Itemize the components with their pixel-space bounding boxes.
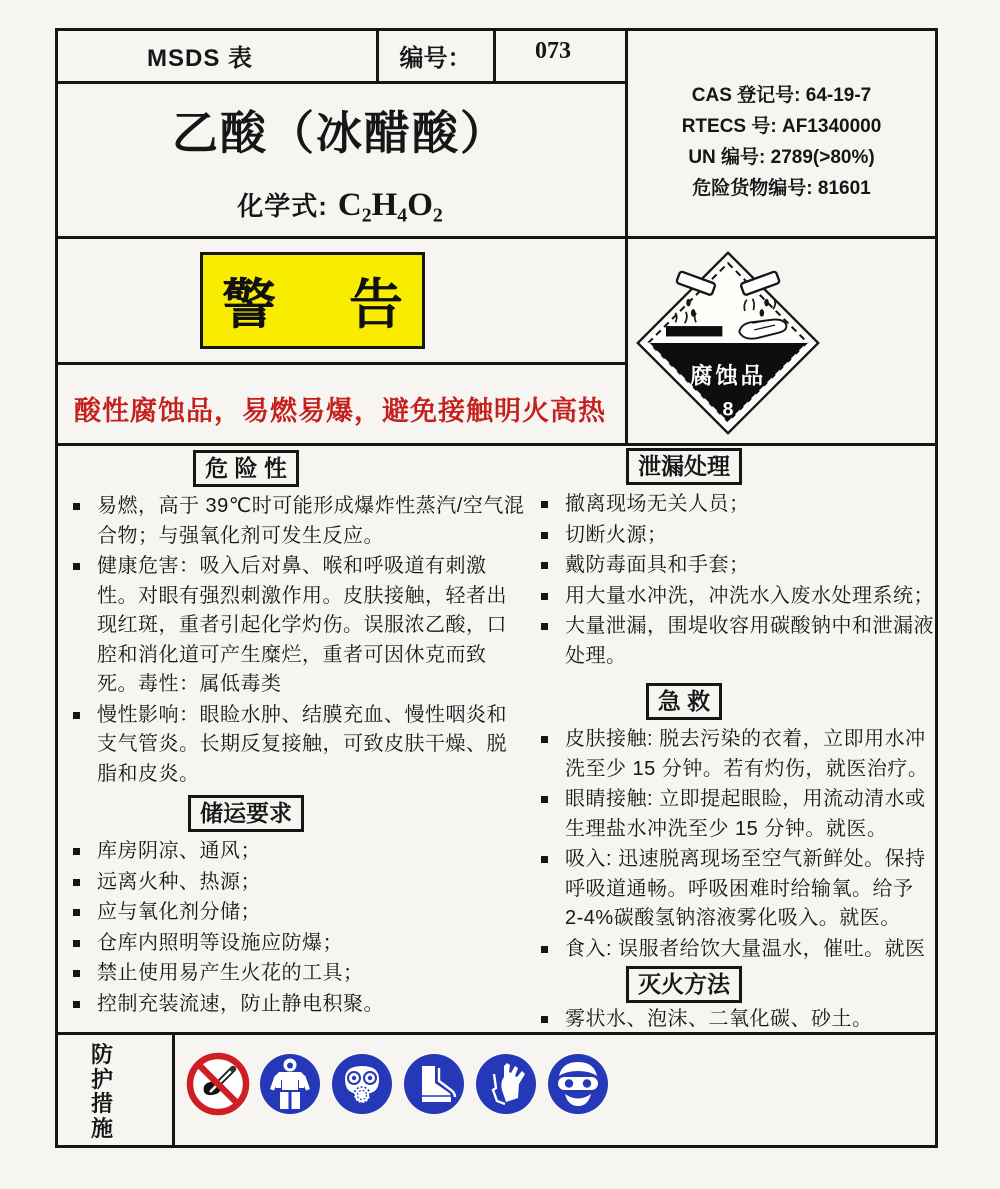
warning-banner-text: 警 告: [221, 275, 403, 335]
list-item: [539, 521, 935, 551]
bullet-icon: [541, 593, 548, 600]
spill-list: [533, 490, 935, 671]
title-row-divider: [55, 236, 938, 239]
list-item: [71, 959, 527, 989]
bullet-icon: [73, 940, 80, 947]
list-item: [71, 990, 527, 1020]
list-item: [71, 552, 527, 700]
section-heading-first-aid: 急 救: [646, 683, 722, 720]
fire-list: [533, 1005, 935, 1035]
gas-mask-icon: [330, 1052, 394, 1116]
chemical-formula-row: [55, 186, 625, 224]
protection-label: 防护措施: [90, 1042, 113, 1141]
registry-line: RTECS 号: AF1340000: [681, 116, 882, 137]
safety-goggles-icon: [546, 1052, 610, 1116]
table-border-top: [55, 28, 938, 31]
bullet-icon: [541, 562, 548, 569]
list-item: [539, 725, 935, 784]
protection-icons-row: [186, 1052, 610, 1116]
list-item: [71, 701, 527, 790]
list-item: [539, 582, 935, 612]
warning-row-divider: [55, 362, 628, 365]
list-item-text: 禁止使用易产生火花的工具；: [97, 962, 364, 984]
bullet-icon: [541, 796, 548, 803]
bullet-icon: [73, 712, 80, 719]
list-item-text: 大量泄漏，围堤收容用碳酸钠中和泄漏液处理。: [565, 615, 934, 667]
list-item: [539, 490, 935, 520]
list-item: [539, 612, 935, 671]
bullet-icon: [73, 563, 80, 570]
header-row-divider: [55, 81, 628, 84]
list-item-text: 远离火种、热源；: [97, 870, 261, 893]
protective-suit-icon: [258, 1052, 322, 1116]
bullet-icon: [73, 848, 80, 855]
no-open-flame-icon: [186, 1052, 250, 1116]
list-item: [539, 935, 935, 965]
protection-label-divider: [172, 1032, 175, 1148]
bullet-icon: [73, 1001, 80, 1008]
list-item-text: 控制充装流速，防止静电积聚。: [97, 992, 384, 1015]
diamond-class-number: 8: [722, 398, 734, 421]
list-item-text: 食入: 误服者给饮大量温水，催吐。就医: [565, 937, 926, 960]
bullet-icon: [541, 623, 548, 630]
bullet-icon: [541, 736, 548, 743]
list-item-text: 皮肤接触: 脱去污染的衣着，立即用水冲洗至少 15 分钟。若有灼伤，就医治疗。: [565, 728, 929, 780]
list-item: [71, 837, 527, 867]
hazard-statement: 酸性腐蚀品，易燃易爆，避免接触明火高热: [74, 396, 606, 426]
protective-boots-icon: [402, 1052, 466, 1116]
bullet-icon: [541, 856, 548, 863]
form-title: MSDS 表: [146, 45, 253, 72]
section-heading-fire: 灭火方法: [626, 966, 742, 1003]
list-item: [539, 845, 935, 934]
formula-label: 化学式:: [237, 191, 328, 221]
list-item-text: 应与氧化剂分储；: [97, 901, 261, 923]
bullet-icon: [73, 503, 80, 510]
first-aid-list: [533, 725, 935, 964]
list-item: [71, 929, 527, 959]
section-heading-spill: 泄漏处理: [626, 448, 742, 485]
list-item: [539, 1005, 935, 1035]
list-item: [539, 551, 935, 581]
list-item-text: 戴防毒面具和手套；: [565, 554, 750, 576]
registry-line: UN 编号: 2789(>80%): [688, 147, 875, 168]
protective-gloves-icon: [474, 1052, 538, 1116]
list-item-text: 易燃，高于 39℃时可能形成爆炸性蒸汽/空气混合物；与强氧化剂可发生反应。: [97, 495, 525, 547]
bullet-icon: [541, 532, 548, 539]
list-item-text: 吸入: 迅速脱离现场至空气新鲜处。保持呼吸道通畅。呼吸困难时给输氧。给予 2-4%碳酸氢钠溶液雾化吸入。就医。: [565, 848, 926, 929]
content-top-divider: [55, 443, 938, 446]
right-column: [533, 448, 935, 1036]
bullet-icon: [541, 501, 548, 508]
warning-banner: [200, 252, 425, 349]
bullet-icon: [541, 1016, 548, 1023]
list-item-text: 切断火源；: [565, 523, 668, 546]
list-item: [539, 785, 935, 844]
list-item-text: 仓库内照明等设施应防爆；: [97, 931, 343, 954]
list-item-text: 撤离现场无关人员；: [565, 493, 750, 515]
number-label: 编号：: [399, 45, 472, 72]
bullet-icon: [541, 946, 548, 953]
section-heading-hazards: 危 险 性: [193, 450, 299, 487]
table-border-right: [935, 28, 938, 1148]
hazards-list: [65, 492, 527, 789]
list-item: [71, 868, 527, 898]
registry-line: 危险货物编号: 81601: [692, 178, 871, 199]
chemical-name: 乙酸（冰醋酸）: [172, 107, 508, 159]
list-item-text: 用大量水冲洗，冲洗水入废水处理系统；: [565, 584, 934, 607]
list-item-text: 健康危害：吸入后对鼻、喉和呼吸道有刺激性。对眼有强烈刺激作用。皮肤接触，轻者出现红斑，重者引起化学灼伤。误服浓乙酸，口腔和消化道可产生糜烂，重者可因休克而致死。毒性：属低毒类: [97, 555, 507, 695]
formula-value: C₂H₄O₂: [337, 187, 443, 223]
registry-numbers: [628, 80, 935, 204]
storage-list: [65, 837, 527, 1019]
list-item: [71, 898, 527, 928]
list-item-text: 慢性影响：眼睑水肿、结膜充血、慢性咽炎和支气管炎。长期反复接触，可致皮肤干燥、脱脂和皮炎。: [97, 703, 507, 785]
left-column: [65, 450, 527, 1020]
registry-line: CAS 登记号: 64-19-7: [691, 85, 872, 106]
number-value: 073: [535, 38, 571, 64]
list-item: [71, 492, 527, 551]
bullet-icon: [73, 970, 80, 977]
list-item-text: 雾状水、泡沫、二氧化碳、砂土。: [565, 1008, 873, 1030]
table-border-bottom: [55, 1145, 938, 1148]
bullet-icon: [73, 879, 80, 886]
list-item-text: 库房阴凉、通风；: [97, 840, 261, 862]
section-heading-storage: 储运要求: [188, 795, 304, 832]
corrosive-diamond-icon: [634, 249, 822, 437]
diamond-label: 腐蚀品: [689, 363, 767, 389]
bullet-icon: [73, 909, 80, 916]
list-item-text: 眼睛接触: 立即提起眼睑，用流动清水或生理盐水冲洗至少 15 分钟。就医。: [565, 788, 926, 840]
